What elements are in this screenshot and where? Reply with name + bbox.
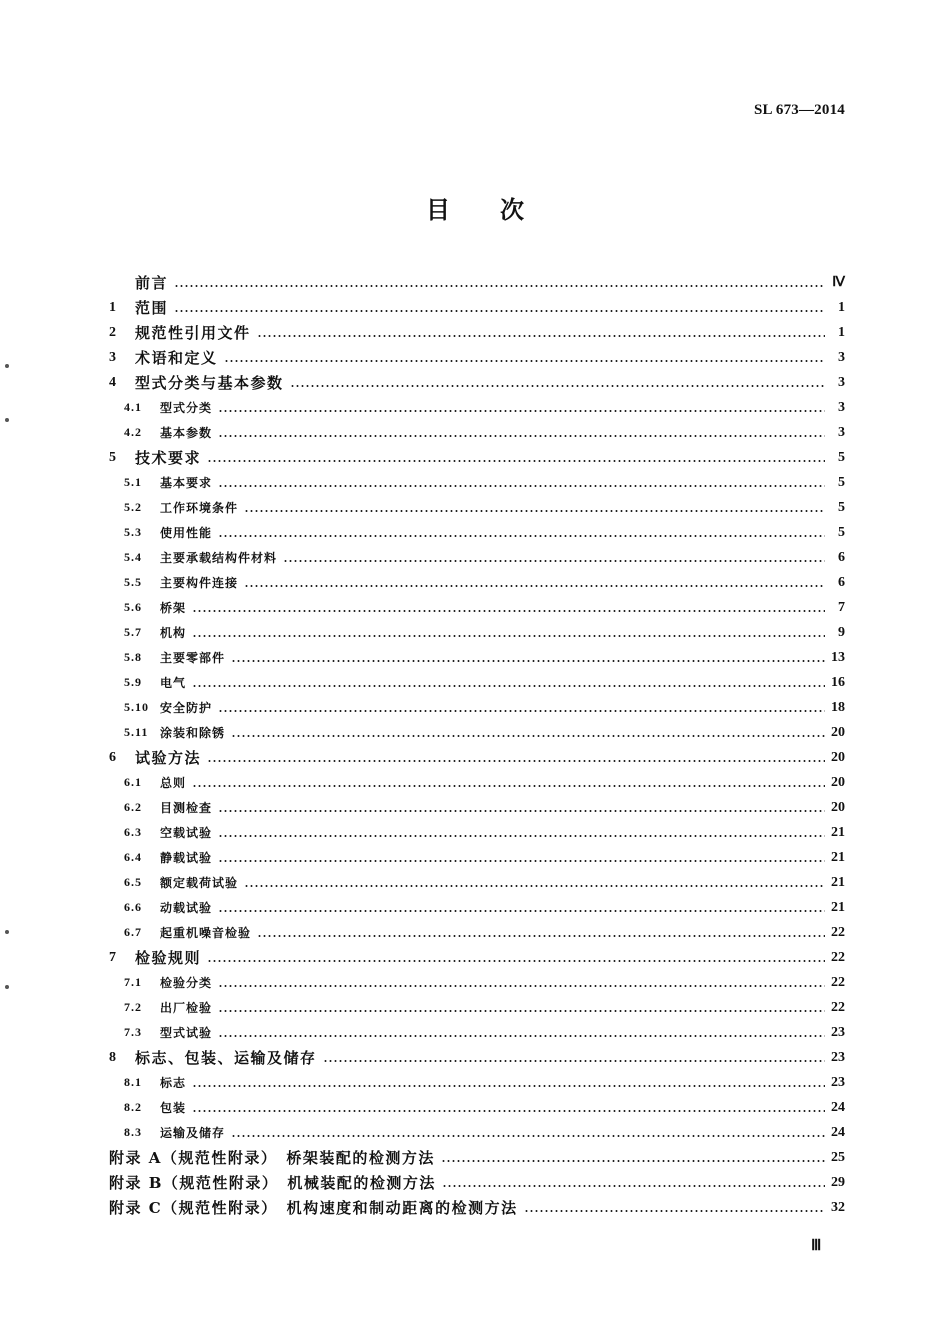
toc-entry-number: 5.2	[124, 500, 142, 514]
toc-entry-page: 21	[831, 899, 845, 915]
toc-entry-label: 出厂检验	[160, 1001, 213, 1015]
toc-entry-number: 1	[109, 299, 116, 315]
toc-entry[interactable]	[109, 720, 845, 745]
toc-entry-label: 标志、包装、运输及储存	[135, 1049, 317, 1067]
toc-entry-label: 电气	[160, 676, 187, 690]
toc-entry-number: 6.1	[124, 775, 142, 789]
toc-entry-label: 型式试验	[160, 1026, 213, 1040]
dot-leader	[218, 1035, 825, 1037]
toc-entry-page: 5	[838, 449, 845, 465]
toc-entry[interactable]	[109, 920, 845, 945]
toc-entry[interactable]	[109, 845, 845, 870]
dot-leader	[192, 635, 825, 637]
dot-leader	[218, 1010, 825, 1012]
toc-entry-page: 21	[831, 824, 845, 840]
dot-leader	[207, 760, 825, 762]
toc-entry[interactable]	[109, 1120, 845, 1145]
toc-entry-page: 23	[831, 1024, 845, 1040]
toc-entry-page: 20	[831, 799, 845, 815]
dot-leader	[283, 560, 825, 562]
dot-leader	[218, 710, 825, 712]
toc-entry[interactable]	[109, 995, 845, 1020]
toc-entry[interactable]	[109, 795, 845, 820]
toc-entry-number: 7.3	[124, 1025, 142, 1039]
toc-entry-label: 运输及储存	[160, 1126, 226, 1140]
page-title: 目次	[426, 196, 574, 224]
toc-entry[interactable]	[109, 970, 845, 995]
toc-entry-number: 5.11	[124, 725, 149, 739]
toc-entry[interactable]	[109, 1195, 845, 1220]
toc-entry-page: 5	[838, 499, 845, 515]
toc-entry-page: 6	[838, 549, 845, 565]
toc-entry-number: 4	[109, 374, 116, 390]
toc-entry-label: 使用性能	[160, 526, 213, 540]
toc-entry-page: 7	[838, 599, 845, 615]
dot-leader	[192, 1110, 825, 1112]
toc-entry-label: 附录 B（规范性附录） 机械装配的检测方法	[109, 1174, 436, 1192]
toc-entry[interactable]	[109, 570, 845, 595]
dot-leader	[218, 910, 825, 912]
toc-entry-page: 13	[831, 649, 845, 665]
toc-entry-label: 空载试验	[160, 826, 213, 840]
toc-entry[interactable]	[109, 370, 845, 395]
dot-leader	[174, 285, 825, 287]
toc-entry-page: 22	[831, 924, 845, 940]
toc-entry-number: 5.1	[124, 475, 142, 489]
toc-entry-label: 型式分类与基本参数	[135, 374, 284, 392]
toc-entry-page: 5	[838, 474, 845, 490]
toc-entry-label: 目测检查	[160, 801, 213, 815]
toc-entry-number: 5.3	[124, 525, 142, 539]
toc-entry-label: 技术要求	[135, 449, 202, 467]
dot-leader	[207, 460, 825, 462]
toc-entry-page: 1	[838, 324, 845, 340]
toc-entry-label: 前言	[135, 274, 169, 292]
dot-leader	[218, 985, 825, 987]
dot-leader	[224, 360, 825, 362]
toc-entry-number: 8	[109, 1049, 116, 1065]
dot-leader	[257, 935, 825, 937]
toc-entry-number: 5.9	[124, 675, 142, 689]
toc-entry[interactable]	[109, 595, 845, 620]
scan-speck	[5, 364, 9, 368]
toc-entry-page: 16	[831, 674, 845, 690]
toc-entry-page: 18	[831, 699, 845, 715]
toc-entry-number: 4.1	[124, 400, 142, 414]
dot-leader	[218, 860, 825, 862]
toc-entry-label: 标志	[160, 1076, 187, 1090]
toc-entry[interactable]	[109, 620, 845, 645]
toc-entry-label: 工作环境条件	[160, 501, 239, 515]
toc-entry[interactable]	[109, 395, 845, 420]
dot-leader	[192, 610, 825, 612]
toc-entry-number: 6.2	[124, 800, 142, 814]
toc-entry-label: 规范性引用文件	[135, 324, 251, 342]
toc-entry-page: Ⅳ	[832, 275, 845, 290]
toc-entry-number: 5.7	[124, 625, 142, 639]
toc-entry-label: 基本要求	[160, 476, 213, 490]
toc-entry-label: 术语和定义	[135, 349, 218, 367]
toc-entry-page: 5	[838, 524, 845, 540]
toc-entry-number: 6.3	[124, 825, 142, 839]
toc-entry-page: 22	[831, 999, 845, 1015]
toc-entry[interactable]	[109, 445, 845, 470]
dot-leader	[524, 1210, 825, 1212]
toc-entry-number: 8.2	[124, 1100, 142, 1114]
toc-entry-number: 7.1	[124, 975, 142, 989]
toc-entry-page: 3	[838, 349, 845, 365]
toc-entry-page: 3	[838, 399, 845, 415]
toc-entry-page: 24	[831, 1099, 845, 1115]
toc-entry[interactable]	[109, 1020, 845, 1045]
toc-entry-number: 8.3	[124, 1125, 142, 1139]
toc-entry[interactable]	[109, 1145, 845, 1170]
toc-entry-label: 检验分类	[160, 976, 213, 990]
toc-entry-page: 3	[838, 374, 845, 390]
toc-entry-number: 5.5	[124, 575, 142, 589]
toc-entry-number: 7	[109, 949, 116, 965]
dot-leader	[192, 685, 825, 687]
dot-leader	[244, 585, 825, 587]
scan-speck	[5, 418, 9, 422]
dot-leader	[257, 335, 825, 337]
toc-entry[interactable]	[109, 745, 845, 770]
toc-entry-number: 2	[109, 324, 116, 340]
toc-entry-label: 范围	[135, 299, 169, 317]
toc-entry[interactable]	[109, 345, 845, 370]
toc-entry-page: 20	[831, 749, 845, 765]
toc-entry-number: 8.1	[124, 1075, 142, 1089]
toc-entry-number: 6.5	[124, 875, 142, 889]
toc-entry-page: 29	[831, 1174, 845, 1190]
toc-entry-number: 5.10	[124, 700, 149, 714]
toc-entry-number: 6.6	[124, 900, 142, 914]
dot-leader	[218, 485, 825, 487]
toc-entry[interactable]	[109, 820, 845, 845]
toc-entry-label: 包装	[160, 1101, 187, 1115]
toc-entry-page: 20	[831, 774, 845, 790]
toc-entry-number: 5.6	[124, 600, 142, 614]
standard-code: SL 673—2014	[754, 102, 845, 118]
table-of-contents	[109, 270, 845, 1220]
dot-leader	[231, 660, 825, 662]
toc-entry-label: 主要构件连接	[160, 576, 239, 590]
toc-entry[interactable]	[109, 320, 845, 345]
dot-leader	[323, 1060, 825, 1062]
toc-entry[interactable]	[109, 295, 845, 320]
toc-entry[interactable]	[109, 695, 845, 720]
toc-entry-page: 23	[831, 1074, 845, 1090]
toc-entry[interactable]	[109, 520, 845, 545]
toc-entry-label: 安全防护	[160, 701, 213, 715]
toc-entry-page: 9	[838, 624, 845, 640]
dot-leader	[244, 885, 825, 887]
toc-entry-label: 主要零部件	[160, 651, 226, 665]
toc-entry[interactable]	[109, 945, 845, 970]
dot-leader	[231, 1135, 825, 1137]
toc-entry[interactable]	[109, 495, 845, 520]
toc-entry-number: 6.7	[124, 925, 142, 939]
toc-entry-label: 机构	[160, 626, 187, 640]
toc-entry[interactable]	[109, 470, 845, 495]
toc-entry-page: 22	[831, 974, 845, 990]
toc-entry-number: 6.4	[124, 850, 142, 864]
toc-entry[interactable]	[109, 1070, 845, 1095]
dot-leader	[442, 1185, 825, 1187]
toc-entry-label: 检验规则	[135, 949, 202, 967]
page-number: Ⅲ	[811, 1238, 822, 1254]
toc-entry-label: 额定载荷试验	[160, 876, 239, 890]
toc-entry-number: 5.4	[124, 550, 142, 564]
dot-leader	[207, 960, 825, 962]
dot-leader	[441, 1160, 825, 1162]
toc-entry-number: 6	[109, 749, 116, 765]
toc-entry-label: 桥架	[160, 601, 187, 615]
toc-entry-page: 21	[831, 849, 845, 865]
dot-leader	[192, 785, 825, 787]
toc-entry[interactable]	[109, 670, 845, 695]
dot-leader	[290, 385, 825, 387]
toc-entry-page: 1	[838, 299, 845, 315]
toc-entry-page: 24	[831, 1124, 845, 1140]
toc-entry-page: 20	[831, 724, 845, 740]
toc-entry-label: 涂装和除锈	[160, 726, 226, 740]
toc-entry-label: 动载试验	[160, 901, 213, 915]
toc-entry-page: 3	[838, 424, 845, 440]
toc-entry-page: 21	[831, 874, 845, 890]
toc-entry-number: 4.2	[124, 425, 142, 439]
toc-entry-number: 5	[109, 449, 116, 465]
dot-leader	[192, 1085, 825, 1087]
toc-entry-label: 起重机噪音检验	[160, 926, 252, 940]
dot-leader	[218, 435, 825, 437]
toc-entry[interactable]	[109, 770, 845, 795]
toc-entry[interactable]	[109, 1170, 845, 1195]
toc-entry-number: 3	[109, 349, 116, 365]
dot-leader	[218, 835, 825, 837]
toc-entry[interactable]	[109, 870, 845, 895]
toc-entry-page: 23	[831, 1049, 845, 1065]
toc-entry-page: 22	[831, 949, 845, 965]
toc-entry-page: 25	[831, 1149, 845, 1165]
toc-entry-label: 基本参数	[160, 426, 213, 440]
toc-entry[interactable]	[109, 895, 845, 920]
toc-entry-label: 主要承载结构件材料	[160, 551, 278, 565]
toc-entry-page: 6	[838, 574, 845, 590]
dot-leader	[218, 410, 825, 412]
toc-entry-label: 静载试验	[160, 851, 213, 865]
dot-leader	[231, 735, 825, 737]
toc-entry-label: 附录 C（规范性附录） 机构速度和制动距离的检测方法	[109, 1199, 518, 1217]
scan-speck	[5, 930, 9, 934]
scan-speck	[5, 985, 9, 989]
toc-entry[interactable]	[109, 420, 845, 445]
toc-entry-number: 7.2	[124, 1000, 142, 1014]
dot-leader	[174, 310, 825, 312]
toc-entry-page: 32	[831, 1199, 845, 1215]
toc-entry-number: 5.8	[124, 650, 142, 664]
dot-leader	[218, 810, 825, 812]
toc-entry-label: 附录 A（规范性附录） 桥架装配的检测方法	[109, 1149, 435, 1167]
toc-entry-label: 型式分类	[160, 401, 213, 415]
toc-entry-label: 总则	[160, 776, 187, 790]
toc-entry[interactable]	[109, 1095, 845, 1120]
dot-leader	[244, 510, 825, 512]
dot-leader	[218, 535, 825, 537]
toc-entry[interactable]	[109, 1045, 845, 1070]
toc-entry[interactable]	[109, 645, 845, 670]
toc-entry-label: 试验方法	[135, 749, 202, 767]
toc-entry[interactable]	[109, 545, 845, 570]
toc-entry[interactable]	[109, 270, 845, 295]
